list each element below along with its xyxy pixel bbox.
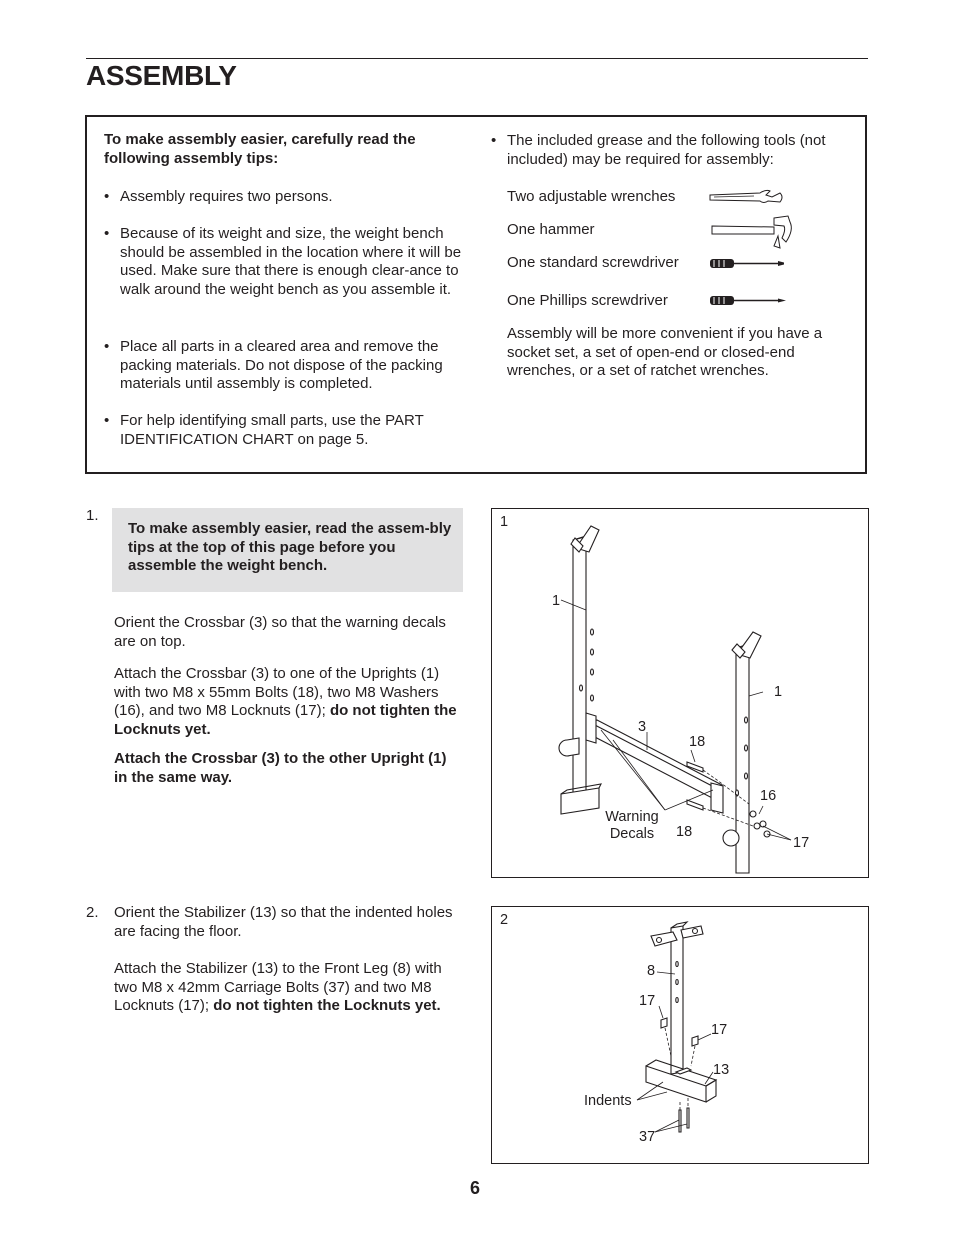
figure-1-label-upright-left: 1 bbox=[552, 593, 561, 609]
bullet: • bbox=[104, 412, 110, 429]
tool-hammer-label: One hammer bbox=[507, 221, 595, 238]
figure-2-label-stabilizer: 13 bbox=[713, 1062, 730, 1078]
figure-2-stabilizer-diagram bbox=[491, 906, 869, 1164]
step-2-para-2-emphasis: do not tighten the Locknuts yet. bbox=[213, 997, 441, 1015]
page-number: 6 bbox=[470, 1178, 481, 1198]
figure-1-label-warning-decals: Warning Decals bbox=[605, 809, 659, 842]
step-1-para-1: Orient the Crossbar (3) so that the warning decals are on top. bbox=[114, 614, 446, 650]
adjustable-wrench-icon bbox=[708, 185, 788, 209]
tip-item: Because of its weight and size, the weight bench should be assembled in the location where it will be used. Make sure that there is enough clear-ance to walk around the weight bench as you assemble it. bbox=[120, 225, 462, 298]
step-1-para-3: Attach the Crossbar (3) to the other Upright (1) in the same way. bbox=[114, 750, 447, 786]
tool-wrenches-label: Two adjustable wrenches bbox=[507, 188, 676, 205]
figure-2-label-indents: Indents bbox=[584, 1093, 632, 1109]
step-2-number: 2. bbox=[86, 904, 99, 921]
step-1-number: 1. bbox=[86, 507, 99, 524]
figure-2-label-front-leg: 8 bbox=[647, 963, 656, 979]
tool-standard-screwdriver-label: One standard screwdriver bbox=[507, 254, 679, 271]
figure-1-label-bolt-bottom: 18 bbox=[676, 824, 693, 840]
step-1-para-2-emphasis: do not tighten the Locknuts yet. bbox=[114, 702, 457, 738]
bullet: • bbox=[104, 225, 110, 242]
step-1-para-2 bbox=[114, 665, 459, 739]
figure-1-crossbar-diagram bbox=[491, 508, 869, 878]
step-1-callout: To make assembly easier, read the assem-bly tips at the top of this page before you assemble the weight bench. bbox=[128, 520, 452, 575]
bullet: • bbox=[104, 338, 110, 355]
tip-item: Assembly requires two persons. bbox=[120, 188, 333, 205]
tip-item: For help identifying small parts, use the PART IDENTIFICATION CHART on page 5. bbox=[120, 412, 424, 448]
tip-item: Place all parts in a cleared area and remove the packing materials. Do not dispose of the packing materials until assembly is completed. bbox=[120, 338, 443, 393]
phillips-screwdriver-icon bbox=[708, 293, 788, 307]
bullet: • bbox=[491, 132, 497, 149]
hammer-icon bbox=[708, 212, 792, 250]
step-2-para-2-text: Attach the Stabilizer (13) to the Front Leg (8) with two M8 x 42mm Carriage Bolts (37) and two M8 Locknuts (17); bbox=[114, 960, 442, 1015]
step-1-para-2-text: Attach the Crossbar (3) to one of the Uprights (1) with two M8 x 55mm Bolts (18), two M8 Washers (16), and two M8 Locknuts (17); bbox=[114, 665, 440, 720]
page-title: ASSEMBLY bbox=[86, 60, 237, 91]
figure-1-label-upright-right: 1 bbox=[774, 684, 783, 700]
bullet: • bbox=[104, 188, 110, 205]
figure-1-label-bolt-top: 18 bbox=[689, 734, 706, 750]
figure-2-label-locknut-left: 17 bbox=[639, 993, 656, 1009]
tools-intro: The included grease and the following tools (not included) may be required for assembly: bbox=[507, 132, 826, 168]
standard-screwdriver-icon bbox=[708, 256, 788, 270]
figure-1-label-locknut: 17 bbox=[793, 835, 810, 851]
step-2-para-2 bbox=[114, 960, 459, 1016]
figure-2-label-locknut-right: 17 bbox=[711, 1022, 728, 1038]
tool-phillips-screwdriver-label: One Phillips screwdriver bbox=[507, 292, 668, 309]
figure-2-number: 2 bbox=[500, 912, 509, 928]
tools-note: Assembly will be more convenient if you have a socket set, a set of open-end or closed-end wrenches, or a set of ratchet wrenches. bbox=[507, 325, 823, 380]
header-rule bbox=[86, 58, 868, 59]
step-2-para-1: Orient the Stabilizer (13) so that the indented holes are facing the floor. bbox=[114, 904, 453, 940]
figure-1-number: 1 bbox=[500, 514, 509, 530]
figure-1-label-washer: 16 bbox=[760, 788, 777, 804]
tips-heading: To make assembly easier, carefully read the following assembly tips: bbox=[104, 131, 416, 167]
figure-1-label-crossbar: 3 bbox=[638, 719, 647, 735]
figure-2-label-carriage-bolt: 37 bbox=[639, 1129, 656, 1145]
